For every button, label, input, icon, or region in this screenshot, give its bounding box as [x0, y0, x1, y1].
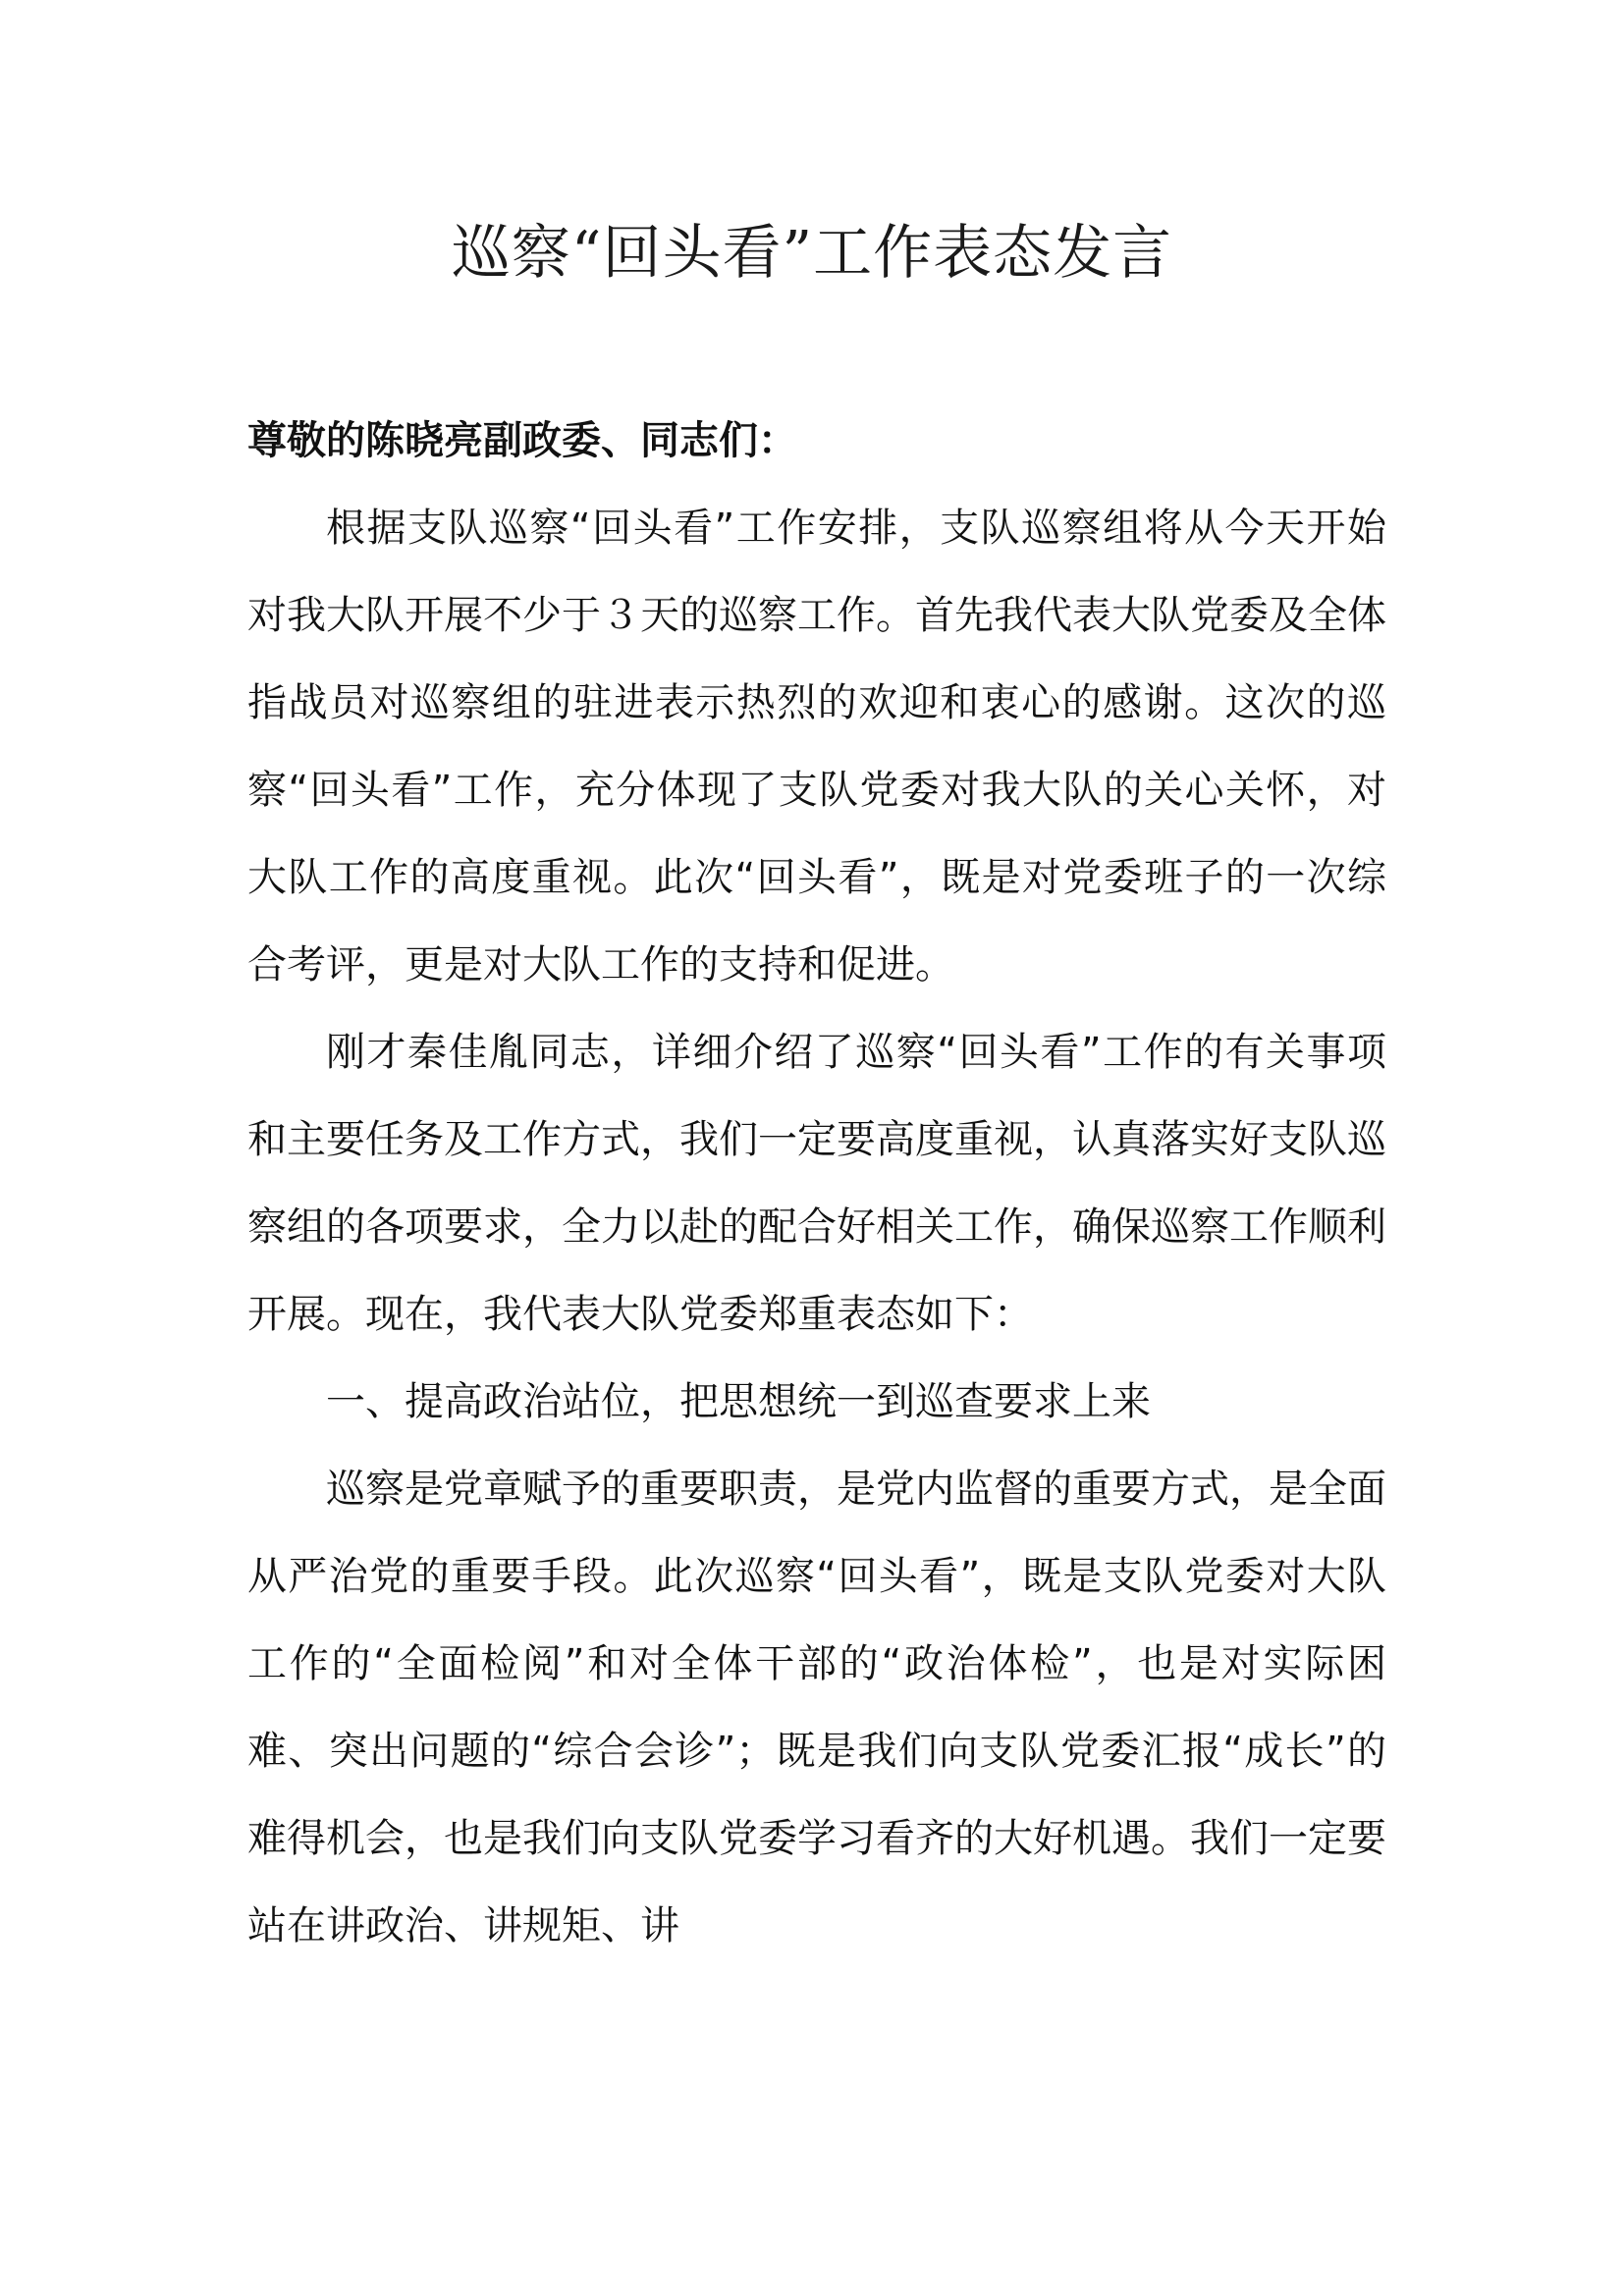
paragraph-section-1: 巡察是党章赋予的重要职责，是党内监督的重要方式，是全面从严治党的重要手段。此次巡察“回头看”，既是支队党委对大队工作的“全面检阅”和对全体干部的“政治体检”，也是对实际困难、突出问题的“综合会诊”；既是我们向支队党委汇报“成长”的难得机会，也是我们向支队党委学习看齐的大好机遇。我们一定要站在讲政治、讲规矩、讲: [247, 1467, 1386, 1949]
salutation: 尊敬的陈晓亮副政委、同志们：: [247, 418, 797, 463]
paragraph-commitment: 刚才秦佳胤同志，详细介绍了巡察“回头看”工作的有关事项和主要任务及工作方式，我们一定要高度重视，认真落实好支队巡察组的各项要求，全力以赴的配合好相关工作，确保巡察工作顺利开展。现在，我代表大队党委郑重表态如下：: [247, 1030, 1386, 1337]
section-heading: 一、提高政治站位，把思想统一到巡查要求上来: [326, 1379, 1151, 1424]
document-body: [247, 398, 1386, 1970]
paragraph-opening: 根据支队巡察“回头看”工作安排，支队巡察组将从今天开始对我大队开展不少于３天的巡察工作。首先我代表大队党委及全体指战员对巡察组的驻进表示热烈的欢迎和衷心的感谢。这次的巡察“回头看”工作，充分体现了支队党委对我大队的关心关怀，对大队工作的高度重视。此次“回头看”，既是对党委班子的一次综合考评，更是对大队工作的支持和促进。: [247, 506, 1386, 988]
document-title: 巡察“回头看”工作表态发言: [451, 219, 1173, 288]
